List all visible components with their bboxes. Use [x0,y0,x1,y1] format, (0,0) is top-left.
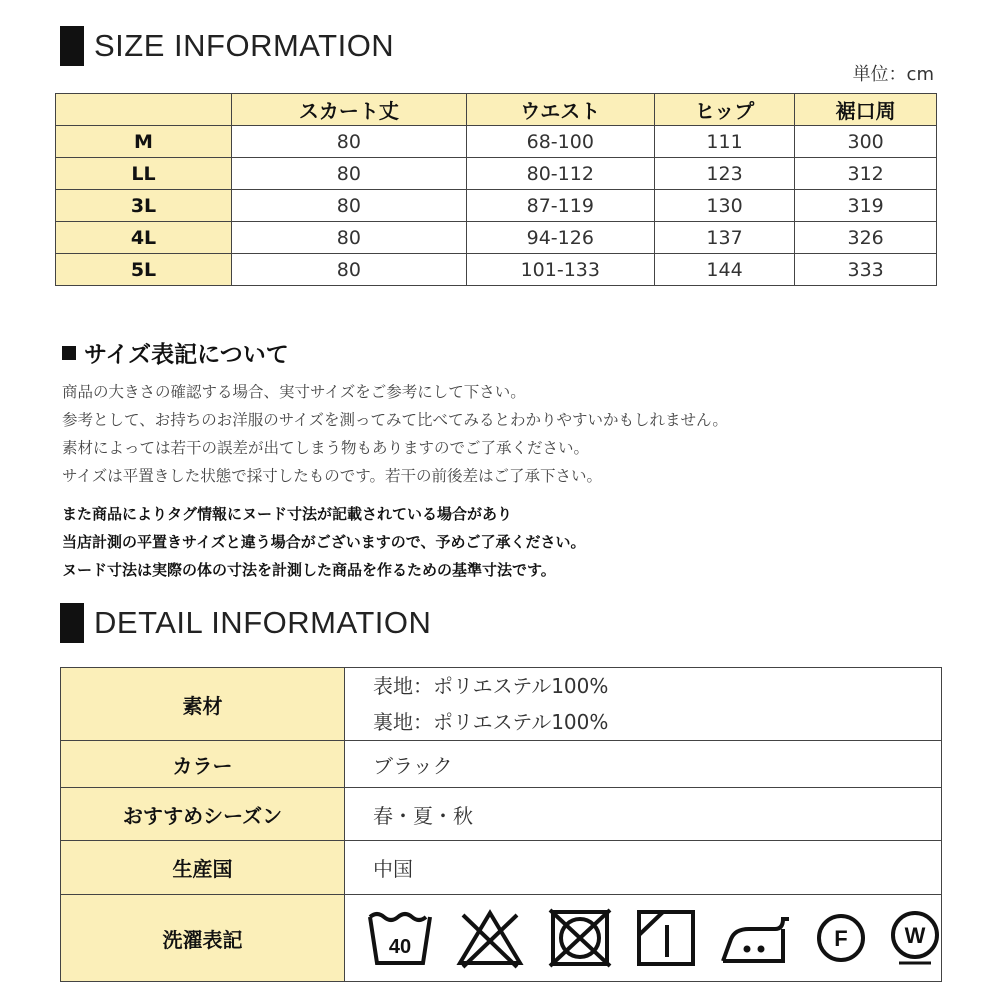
table-cell: 80 [232,222,467,254]
size-table-header-row [56,94,937,126]
material-lining: 裏地：ポリエステル100% [373,710,609,734]
wash-40-icon [367,907,433,969]
table-row [56,222,937,254]
table-cell: 130 [654,190,794,222]
detail-row-origin [61,841,942,895]
dry-clean-f-text: F [834,926,848,951]
table-cell: 111 [654,126,794,158]
table-cell: 319 [795,190,937,222]
care-icons-cell [345,895,942,982]
size-information-heading [60,26,394,66]
color-value: ブラック [345,741,942,788]
nude-size-notes-paragraph [62,500,586,584]
table-cell: 68-100 [466,126,654,158]
table-cell: 101-133 [466,254,654,286]
table-cell: 312 [795,158,937,190]
wet-clean-w-text: W [904,923,926,948]
color-label: カラー [61,741,345,788]
size-label: 5L [56,254,232,286]
table-cell: 326 [795,222,937,254]
size-label: 3L [56,190,232,222]
size-table-corner [56,94,232,126]
heading-bar [60,26,84,66]
note-line: 参考として、お持ちのお洋服のサイズを測ってみて比べてみるとわかりやすいかもしれません。 [62,411,728,429]
table-row [56,190,937,222]
material-outer: 表地：ポリエステル100% [373,674,609,698]
detail-information-heading [60,603,431,643]
table-cell: 144 [654,254,794,286]
detail-row-material [61,668,942,741]
square-bullet-icon [62,346,76,360]
table-cell: 137 [654,222,794,254]
care-label: 洗濯表記 [61,895,345,982]
line-dry-shade-icon [635,907,697,969]
note-line: 商品の大きさの確認する場合、実寸サイズをご参考にして下さい。 [62,383,526,401]
size-notes-title: サイズ表記について [84,342,289,368]
detail-row-color [61,741,942,788]
table-row [56,254,937,286]
unit-label: 単位：cm [852,64,934,85]
detail-row-care [61,895,942,982]
dry-clean-f-icon [815,912,867,964]
column-header: スカート丈 [232,94,467,126]
table-row [56,158,937,190]
wash-temp-text: 40 [388,936,412,958]
table-cell: 87-119 [466,190,654,222]
table-cell: 80-112 [466,158,654,190]
note-line-bold: また商品によりタグ情報にヌード寸法が記載されている場合があり [62,505,513,523]
origin-label: 生産国 [61,841,345,895]
table-cell: 123 [654,158,794,190]
note-line: 素材によっては若干の誤差が出てしまう物もありますのでご了承ください。 [62,439,590,457]
note-line-bold: ヌード寸法は実際の体の寸法を計測した商品を作るための基準寸法です。 [62,561,556,579]
season-label: おすすめシーズン [61,788,345,841]
care-icons [345,907,941,969]
table-cell: 80 [232,126,467,158]
table-row [56,126,937,158]
no-bleach-icon [455,907,525,969]
column-header: ウエスト [466,94,654,126]
detail-information-title: DETAIL INFORMATION [94,605,432,640]
detail-row-season [61,788,942,841]
table-cell: 94-126 [466,222,654,254]
size-label: LL [56,158,232,190]
detail-table [60,667,942,982]
note-line-bold: 当店計測の平置きサイズと違う場合がございますので、予めご了承ください。 [62,533,586,551]
material-label: 素材 [61,668,345,741]
table-cell: 80 [232,190,467,222]
size-label: M [56,126,232,158]
size-notes-paragraph [62,378,728,490]
season-value: 春・夏・秋 [345,788,942,841]
table-cell: 80 [232,158,467,190]
wet-clean-w-icon [889,909,941,967]
origin-value: 中国 [345,841,942,895]
table-cell: 300 [795,126,937,158]
iron-icon [719,907,793,969]
no-tumble-dry-icon [547,907,613,969]
size-label: 4L [56,222,232,254]
column-header: ヒップ [654,94,794,126]
heading-bar [60,603,84,643]
material-value [345,668,942,741]
note-line: サイズは平置きした状態で採寸したものです。若干の前後差はご了承下さい。 [62,467,603,485]
size-table [55,93,937,286]
size-notes-heading [62,336,289,369]
table-cell: 80 [232,254,467,286]
table-cell: 333 [795,254,937,286]
size-information-title: SIZE INFORMATION [94,28,395,63]
column-header: 裾口周 [795,94,937,126]
